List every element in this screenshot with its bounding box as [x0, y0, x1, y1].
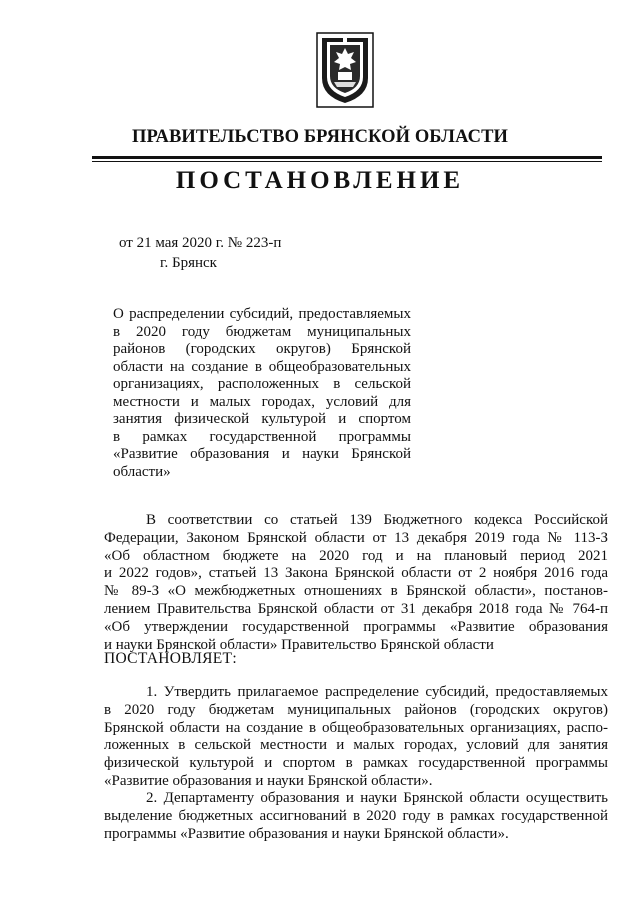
item-1-line: Брянской области на создание в общеобразовательных организациях, распо-	[104, 719, 608, 736]
subject-line: в 2020 году бюджетам муниципальных	[113, 323, 411, 340]
preamble-line: лением Правительства Брянской области от 31 декабря 2018 года № 764-п	[104, 600, 608, 617]
subject-line: области»	[113, 463, 171, 480]
resolve-word: ПОСТАНОВЛЯЕТ:	[104, 650, 237, 667]
header-divider-thick	[92, 156, 602, 159]
preamble-line: В соответствии со статьей 139 Бюджетного кодекса Российской	[146, 512, 608, 528]
subject-block	[113, 306, 411, 481]
preamble-line: «Об утверждении государственной программы «Развитие образования	[104, 618, 608, 635]
item-2-line: программы «Развитие образования и науки Брянской области».	[104, 825, 509, 842]
subject-line: «Развитие образования и науки Брянской	[113, 446, 411, 462]
preamble-line: Федерации, Законом Брянской области от 13 декабря 2019 года № 113-З	[104, 529, 608, 546]
date-and-number: от 21 мая 2020 г. № 223-п	[119, 235, 282, 251]
preamble-line: и науки Брянской области» Правительство Брянской области	[104, 636, 494, 653]
item-2-line: выделение бюджетных ассигнований в 2020 году в рамках государственной	[104, 807, 608, 824]
preamble-line: и 2022 годов», статьей 13 Закона Брянской области от 2 ноября 2016 года	[104, 565, 608, 582]
place: г. Брянск	[160, 255, 217, 271]
preamble-line: № 89-З «О межбюджетных отношениях в Брянской области», постанов-	[104, 583, 608, 600]
coat-of-arms-icon	[316, 32, 374, 108]
item-1-paragraph	[104, 684, 608, 791]
subject-line: организациях, расположенных в сельской	[113, 376, 411, 392]
subject-line: районов (городских округов) Брянской	[113, 341, 411, 357]
preamble-paragraph	[104, 512, 608, 654]
subject-line: местности и малых городах, условий для	[113, 393, 411, 410]
item-1-line: 1. Утвердить прилагаемое распределение субсидий, предоставляемых	[146, 684, 608, 700]
item-1-line: в 2020 году бюджетам муниципальных районов (городских округов)	[104, 701, 608, 718]
subject-line: в рамках государственной программы	[113, 428, 411, 445]
item-1-line: физической культурой и спортом в рамках государственной программы	[104, 755, 608, 772]
subject-line: О распределении субсидий, предоставляемых	[113, 306, 411, 322]
government-title: ПРАВИТЕЛЬСТВО БРЯНСКОЙ ОБЛАСТИ	[131, 127, 508, 147]
header-divider-thin	[92, 161, 602, 162]
item-2-line: 2. Департаменту образования и науки Брянской области осуществить	[146, 790, 608, 806]
item-1-line: «Развитие образования и науки Брянской области».	[104, 772, 433, 789]
preamble-line: «Об областном бюджете на 2020 год и на плановый период 2021	[104, 547, 608, 564]
document-type: ПОСТАНОВЛЕНИЕ	[175, 167, 465, 194]
item-2-paragraph	[104, 790, 608, 843]
item-1-line: ложенных в сельской местности и малых городах, условий для занятия	[104, 737, 608, 754]
subject-line: области на создание в общеобразовательных	[113, 358, 411, 375]
subject-line: занятия физической культурой и спортом	[113, 411, 411, 427]
